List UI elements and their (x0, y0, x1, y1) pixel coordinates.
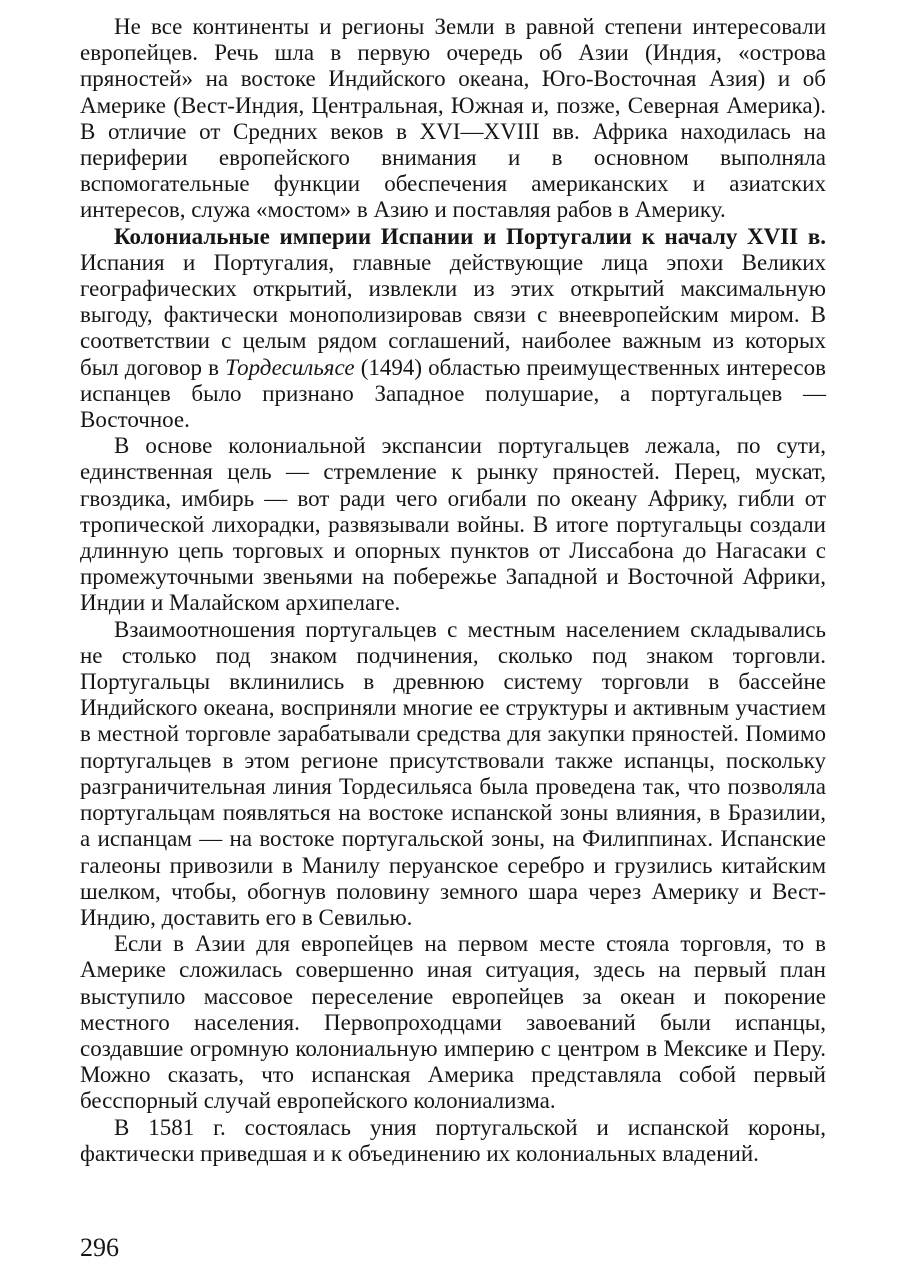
paragraph-text: (1494) областью преимущественных интересов испанцев было признано Западное полушарие, а португальцев — Восточное. (80, 354, 826, 433)
paragraph-america: Если в Азии для европейцев на первом месте стояла торговля, то в Америке сложилась совершенно иная ситуация, здесь на первый план выступило массовое переселение европейцев за океан и покорение местного населения. Первопроходцами завоеваний были испанцы, создавшие огромную колониальную империю с центром в Мексике и Перу. Можно сказать, что испанская Америка представляла собой первый бесспорный случай европейского колониализма. (80, 931, 826, 1114)
paragraph-relations: Взаимоотношения португальцев с местным населением складывались не столько под знаком подчинения, сколько под знаком торговли. Португальцы вклинились в древнюю систему торговли в бассейне Индийского океана, восприняли многие ее структуры и активным участием в местной торговле зарабатывали средства для закупки пряностей. Помимо португальцев в этом регионе присутствовали также испанцы, поскольку разграничительная линия Тордесильяса была проведена так, что позволяла португальцам появляться на востоке испанской зоны влияния, в Бразилии, а испанцам — на востоке португальской зоны, на Филиппинах. Испанские галеоны привозили в Манилу перуанское серебро и грузились китайским шелком, чтобы, обогнув половину земного шара через Америку и Вест-Индию, доставить его в Севилью. (80, 616, 826, 930)
page-body (80, 14, 826, 1167)
emphasis-term: Тордесильясе (225, 354, 355, 380)
page-number: 296 (80, 1233, 119, 1262)
paragraph-intro: Не все континенты и регионы Земли в равной степени интересовали европейцев. Речь шла в первую очередь об Азии (Индия, «острова пряностей» на востоке Индийского океана, Юго-Восточная Азия) и об Америке (Вест-Индия, Центральная, Южная и, позже, Северная Америка). В отличие от Средних веков в XVI—XVIII вв. Африка находилась на периферии европейского внимания и в основном выполняла вспомогательные функции обеспечения американских и азиатских интересов, служа «мостом» в Азию и поставляя рабов в Америку. (80, 14, 826, 223)
paragraph-text: Испания и Португалия, главные действующие лица эпохи Великих географических открытий, извлекли из этих открытий максимальную выгоду, фактически монополизировав связи с внеевропейским миром. В соответствии с целым рядом соглашений, наиболее важным из которых был договор в (80, 249, 826, 380)
paragraph-colonial-empires (80, 224, 826, 434)
section-heading: Колониальные империи Испании и Португалии к началу XVII в. (114, 223, 826, 249)
paragraph-portuguese-expansion: В основе колониальной экспансии португальцев лежала, по сути, единственная цель — стремление к рынку пряностей. Перец, мускат, гвоздика, имбирь — вот ради чего огибали по океану Африку, гибли от тропической лихорадки, развязывали войны. В итоге португальцы создали длинную цепь торговых и опорных пунктов от Лиссабона до Нагасаки с промежуточными звеньями на побережье Западной и Восточной Африки, Индии и Малайском архипелаге. (80, 433, 826, 616)
paragraph-union: В 1581 г. состоялась уния португальской и испанской короны, фактически приведшая и к объединению их колониальных владений. (80, 1114, 826, 1166)
